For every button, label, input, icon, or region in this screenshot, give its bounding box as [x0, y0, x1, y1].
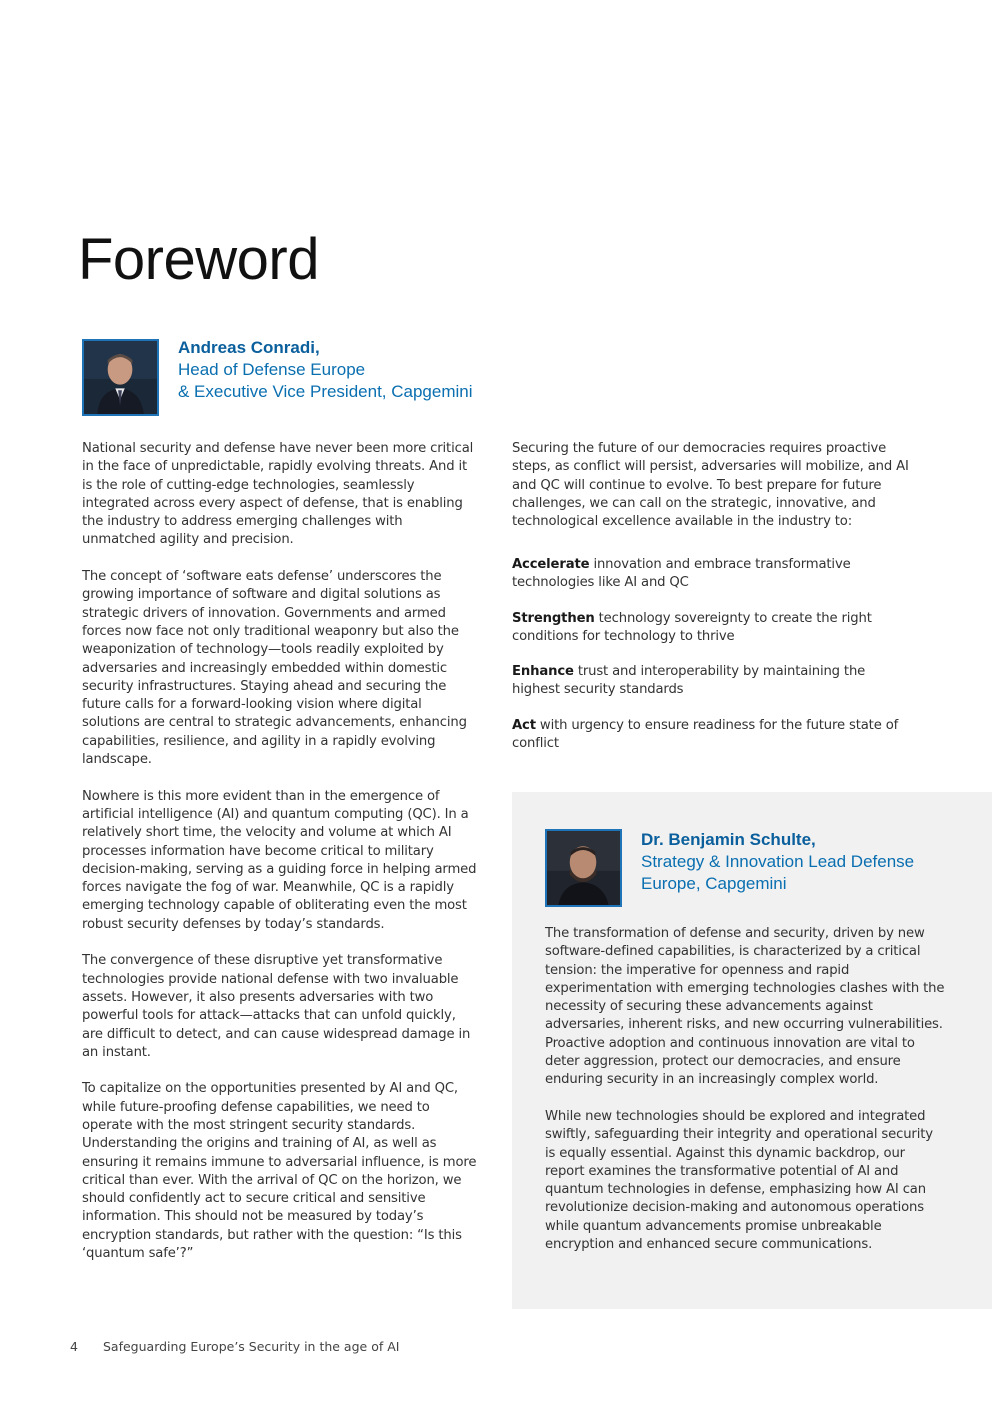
action-text: trust and interoperability by maintaining the highest security standards [512, 664, 866, 698]
left-paragraph: National security and defense have never been more critical in the face of unpredictable, rapidly evolving threats. And it is the role of cutting-edge technologies, seamlessly integrated across every aspect of defense, that is enabling the industry to address emerging challenges with unmatched agility and precision. [82, 441, 474, 548]
left-paragraph: The concept of ‘software eats defense’ underscores the growing importance of software and digital solutions as strategic drivers of innovation. Governments and armed forces now face not only traditional weaponry but also the weaponization of technology—tools readily exploited by adversaries and increasingly embedded within domestic security infrastructures. Staying ahead and securing the future calls for a forward-looking vision where digital solutions are central to strategic advancements, enhancing capabilities, resilience, and agility in a rapidly evolving landscape. [82, 569, 467, 768]
right-intro-paragraph: Securing the future of our democracies requires proactive steps, as conflict will persist, adversaries will mobilize, and AI and QC will continue to evolve. To best prepare for future challenges, we can call on the strategic, innovative, and technological excellence available in the industry to: [512, 441, 909, 530]
author1-name: Andreas Conradi, [178, 338, 320, 357]
action-keyword: Accelerate [512, 557, 590, 572]
author2-role-line2: Europe, Capgemini [641, 874, 787, 893]
page-number: 4 [70, 1339, 78, 1354]
author-photo-andreas-conradi [82, 339, 159, 416]
action-text: technology sovereignty to create the right conditions for technology to thrive [512, 610, 872, 644]
action-item [512, 663, 912, 700]
action-item [512, 610, 912, 647]
panel-paragraph: The transformation of defense and security, driven by new software-defined capabilities, is characterized by a critical tension: the imperative for openness and rapid experimentation with emerging technologies clashes with the necessity of securing these advancements against adversaries, inherent risks, and new occurring vulnerabilities. Proactive adoption and continuous innovation are vital to deter aggression, protect our democracies, and ensure enduring security in an increasingly complex world. [545, 926, 945, 1088]
right-intro [512, 440, 912, 531]
action-keyword: Act [512, 717, 536, 733]
left-paragraph: The convergence of these disruptive yet transformative technologies provide national defense with two invaluable assets. However, it also presents adversaries with two powerful tools for attack—attacks that can unfold quickly, are difficult to detect, and can cause widespread damage in an instant. [82, 953, 471, 1060]
left-column [82, 440, 477, 1263]
action-keyword: Strengthen [512, 610, 595, 626]
action-list [512, 556, 912, 770]
left-paragraph: Nowhere is this more evident than in the emergence of artificial intelligence (AI) and quantum computing (QC). In a relatively short time, the velocity and volume at which AI processes information have become critical to military decision-making, serving as a guiding force in helping armed forces navigate the fog of war. Meanwhile, QC is a rapidly emerging technology capable of obliterating even the most robust security defenses by today’s standards. [82, 788, 477, 932]
left-paragraph: To capitalize on the opportunities presented by AI and QC, while future-proofing defense capabilities, we need to operate with the most stringent security standards. Understanding the origins and training of AI, as well as ensuring it remains immune to adversarial influence, is more critical than ever. With the arrival of QC on the horizon, we should confidently act to secure critical and sensitive information. This should not be measured by today’s encryption standards, but rather with the question: “Is this ‘quantum safe’?” [82, 1081, 477, 1262]
action-text: innovation and embrace transformative technologies like AI and QC [512, 557, 851, 591]
panel-paragraph: While new technologies should be explored and integrated swiftly, safeguarding their integrity and operational security is equally essential. Against this dynamic backdrop, our report examines the transformative potential of AI and quantum technologies in defense, emphasizing how AI can revolutionize decision-making and autonomous operations while quantum advancements promise unbreakable encryption and enhanced secure communications. [545, 1108, 933, 1253]
panel-text [545, 925, 945, 1254]
footer-title: Safeguarding Europe’s Security in the age of AI [103, 1339, 400, 1354]
page-title: Foreword [78, 227, 319, 292]
author1-role-line1: Head of Defense Europe [178, 360, 366, 379]
action-text: with urgency to ensure readiness for the future state of conflict [512, 717, 899, 752]
author1-role-line2: & Executive Vice President, Capgemini [178, 382, 473, 401]
page-footer [70, 1339, 399, 1354]
author-photo-benjamin-schulte [545, 829, 622, 907]
action-keyword: Enhance [512, 664, 574, 680]
action-item [512, 717, 912, 754]
author2-role-line1: Strategy & Innovation Lead Defense [641, 852, 915, 871]
author2-name: Dr. Benjamin Schulte, [641, 830, 816, 849]
action-item [512, 556, 912, 593]
